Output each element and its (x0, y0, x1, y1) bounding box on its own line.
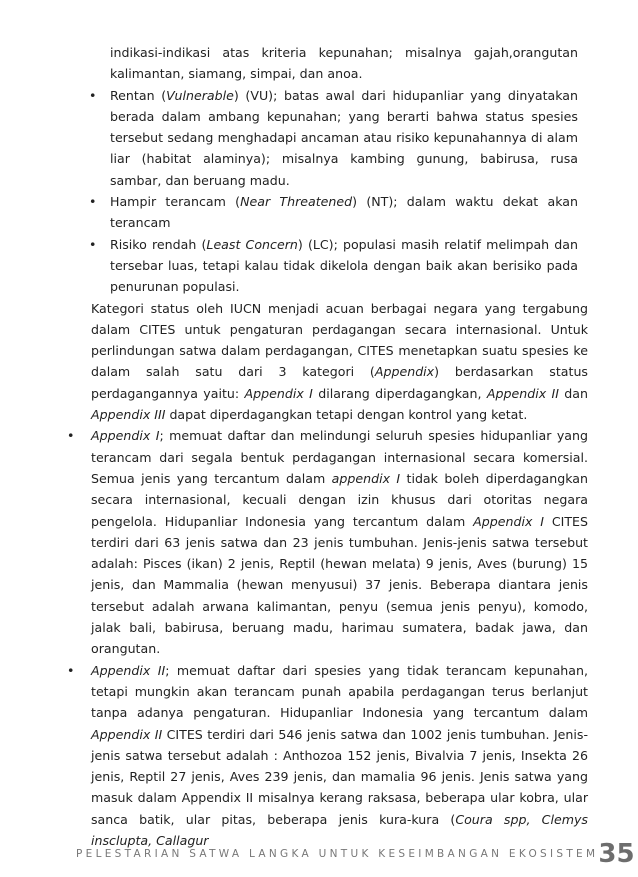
page-footer (76, 839, 635, 869)
iucn-category-list (0, 85, 638, 298)
list-item-appendix-i: • Appendix I; memuat daftar dan melindungi seluruh spesies hidupanliar yang terancam dari segala bentuk perdagangan internasional secara komersial. Semua jenis yang tercantum dalam appendix I tidak boleh diperdagangkan secara internasional, kecuali dengan izin khusus dari otoritas negara pengelola. Hidupanliar Indonesia yang tercantum dalam Appendix I CITES terdiri dari 63 jenis satwa dan 23 jenis tumbuhan. Jenis-jenis satwa tersebut adalah: Pisces (ikan) 2 jenis, Reptil (hewan melata) 9 jenis, Aves (burung) 15 jenis, dan Mammalia (hewan menyusui) 37 jenis. Beberapa diantara jenis tersebut adalah arwana kalimantan, penyu (semua jenis penyu), komodo, jalak bali, babirusa, beruang madu, harimau sumatera, badak jawa, dan orangutan. (91, 425, 588, 659)
continuation-paragraph: indikasi-indikasi atas kriteria kepunahan; misalnya gajah,orangutan kalimantan, siamang, simpai, dan anoa. (110, 45, 578, 82)
appendix-list (0, 425, 638, 851)
list-item-near-threatened: • Hampir terancam (Near Threatened) (NT); dalam waktu dekat akan terancam (110, 191, 578, 234)
term-italic: Vulnerable (166, 87, 234, 103)
page-number: 35 (598, 839, 635, 869)
body-text (0, 42, 638, 851)
bullet-icon: • (89, 87, 97, 103)
list-item-vulnerable: • Rentan (Vulnerable) (VU); batas awal dari hidupanliar yang dinyatakan berada dalam ambang kepunahan; yang berarti bahwa status spesies tersebut sedang menghadapi ancaman atau risiko kepunahannya di alam liar (habitat alaminya); misalnya kambing gunung, babirusa, rusa sambar, dan beruang madu. (110, 85, 578, 191)
list-item-least-concern: • Risiko rendah (Least Concern) (LC); populasi masih relatif melimpah dan tersebar luas, tetapi kalau tidak dikelola dengan baik akan berisiko pada penurunan populasi. (110, 234, 578, 298)
term-italic: Near Threatened (240, 194, 353, 210)
bullet-icon: • (67, 428, 75, 444)
cites-paragraph: Kategori status oleh IUCN menjadi acuan berbagai negara yang tergabung dalam CITES untuk pengaturan perdagangan secara internasional. Untuk perlindungan satwa dalam perdagangan, CITES menetapkan suatu spesies ke dalam salah satu dari 3 kategori (Appendix) berdasarkan status perdagangannya yaitu: Appendix I dilarang diperdagangkan, Appendix II dan Appendix III dapat diperdagangkan tetapi dengan kontrol yang ketat. (91, 300, 588, 423)
list-item-appendix-ii: • Appendix II; memuat daftar dari spesies yang tidak terancam kepunahan, tetapi mungkin akan terancam punah apabila perdagangan terus berlanjut tanpa adanya pengaturan. Hidupanliar Indonesia yang tercantum dalam Appendix II CITES terdiri dari 546 jenis satwa dan 1002 jenis tumbuhan. Jenis-jenis satwa tersebut adalah : Anthozoa 152 jenis, Bivalvia 7 jenis, Insekta 26 jenis, Reptil 27 jenis, Aves 239 jenis, dan mamalia 96 jenis. Jenis satwa yang masuk dalam Appendix II misalnya kerang raksasa, beberapa ular kobra, ular sanca batik, ular pitas, beberapa jenis kura-kura (Coura spp, Clemys insclupta, Callagur (91, 660, 588, 852)
running-footer-title: PELESTARIAN SATWA LANGKA UNTUK KESEIMBANGAN EKOSISTEM (76, 848, 599, 860)
bullet-icon: • (89, 194, 97, 210)
bullet-icon: • (67, 662, 75, 678)
term-italic: Least Concern (206, 236, 298, 252)
bullet-icon: • (89, 236, 97, 252)
